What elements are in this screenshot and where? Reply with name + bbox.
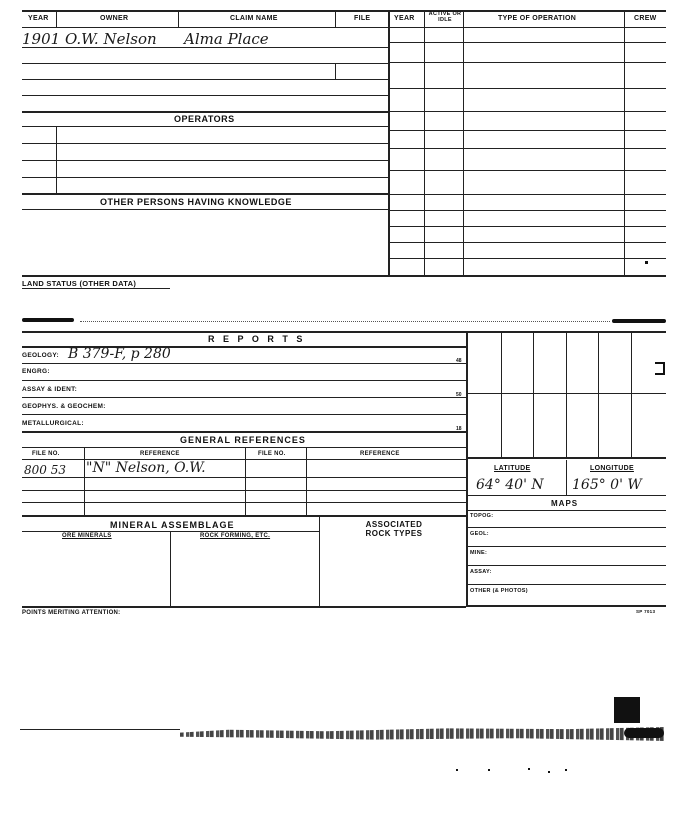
associated-rock-types-label: ASSOCIATED ROCK TYPES [365, 520, 423, 538]
col-crew-header: CREW [634, 15, 657, 22]
col-type-of-operation-header: TYPE OF OPERATION [498, 15, 577, 22]
maps-topog: TOPOG: [470, 513, 494, 519]
col-file-header: FILE [354, 15, 371, 22]
owner-entry: 1901 O.W. Nelson [22, 30, 157, 48]
scan-smear-right [612, 319, 666, 323]
metallurgical-label: METALLURGICAL: [22, 420, 84, 427]
reports-title: R E P O R T S [208, 334, 306, 344]
latitude-value: 64° 40' N [476, 477, 544, 493]
geology-label: GEOLOGY: [22, 352, 59, 359]
col-year-header: YEAR [28, 15, 49, 22]
land-status-label: LAND STATUS (OTHER DATA) [22, 279, 137, 288]
maps-assay: ASSAY: [470, 569, 492, 575]
mineral-assemblage-title: MINERAL ASSEMBLAGE [110, 520, 235, 530]
col-active-idle-header: ACTIVE OR IDLE [428, 11, 462, 23]
operators-label: OPERATORS [174, 114, 235, 124]
col-owner-header: OWNER [100, 15, 129, 22]
general-references-title: GENERAL REFERENCES [180, 435, 306, 445]
grid-marker [655, 362, 665, 375]
col-claim-name-header: CLAIM NAME [230, 15, 278, 22]
maps-mine: MINE: [470, 550, 488, 556]
maps-geol: GEOL: [470, 531, 489, 537]
latitude-label: LATITUDE [494, 465, 531, 472]
scan-square [614, 697, 640, 723]
ref-reference: "N" Nelson, O.W. [86, 460, 206, 476]
col-year2-header: YEAR [394, 15, 415, 22]
longitude-value: 165° 0' W [572, 477, 642, 493]
geology-value: B 379-F, p 280 [68, 346, 171, 362]
longitude-label: LONGITUDE [590, 465, 634, 472]
maps-other: OTHER (& PHOTOS) [470, 588, 528, 594]
ref-file-no: 800 53 [24, 463, 66, 477]
points-meriting-label: POINTS MERITING ATTENTION: [22, 610, 121, 616]
other-persons-label: OTHER PERSONS HAVING KNOWLEDGE [100, 197, 292, 207]
assay-ident-label: ASSAY & IDENT: [22, 386, 78, 393]
maps-title: MAPS [551, 499, 579, 508]
form-code: SP 7013 [636, 609, 656, 614]
scan-noise-band [180, 727, 666, 741]
engrg-label: ENGRG: [22, 368, 50, 375]
claim-name-entry: Alma Place [184, 30, 269, 48]
geophys-geochem-label: GEOPHYS. & GEOCHEM: [22, 403, 106, 410]
scan-smear-left [22, 318, 74, 322]
